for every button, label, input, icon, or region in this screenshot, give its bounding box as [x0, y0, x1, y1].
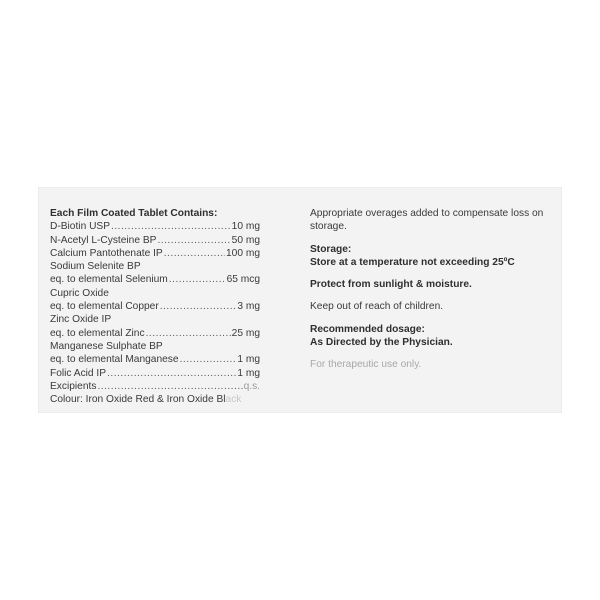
protect-note: Protect from sunlight & moisture. — [310, 279, 472, 291]
ingredient-qty: 65 mcg — [226, 274, 260, 286]
dosage-heading: Recommended dosage: — [310, 323, 425, 335]
ingredient-name: eq. to elemental Zinc — [50, 327, 145, 339]
ingredient-title-selenite: Sodium Selenite BP — [50, 261, 141, 273]
ingredient-title-cupric: Cupric Oxide — [50, 287, 109, 299]
ingredient-name: D-Biotin USP — [50, 221, 111, 233]
leader-dots — [107, 367, 236, 380]
ingredient-name: Calcium Pantothenate IP — [50, 247, 163, 259]
ingredient-qty: 50 mg — [231, 234, 260, 246]
composition-heading: Each Film Coated Tablet Contains: — [50, 208, 218, 219]
leader-dots — [169, 273, 226, 286]
ingredient-name: eq. to elemental Copper — [50, 301, 159, 313]
ingredient-row-folic-acid — [50, 367, 260, 380]
overages-note: Appropriate overages added to compensate loss on storage. — [310, 208, 544, 233]
therapeutic-note: For therapeutic use only. — [310, 359, 422, 371]
ingredient-title-zinc-oxide: Zinc Oxide IP — [50, 314, 112, 326]
ingredient-qty: q.s. — [243, 380, 260, 392]
colour-text: Colour: Iron Oxide Red & Iron Oxide Bl — [50, 394, 226, 406]
ingredient-name: eq. to elemental Manganese — [50, 354, 179, 366]
leader-dots — [97, 380, 242, 393]
dosage-text: As Directed by the Physician. — [310, 337, 453, 349]
ingredient-qty: 1 mg — [237, 367, 260, 379]
storage-heading: Storage: — [310, 243, 352, 255]
ingredient-row-manganese — [50, 353, 260, 366]
ingredient-name: eq. to elemental Selenium — [50, 274, 168, 286]
ingredient-name: Folic Acid IP — [50, 367, 107, 379]
storage-text: Store at a temperature not exceeding 25ºC — [310, 256, 515, 268]
colour-statement — [50, 393, 245, 406]
leader-dots — [160, 300, 237, 313]
ingredient-row-zinc — [50, 327, 260, 340]
leader-dots — [146, 327, 231, 340]
ingredient-row-cysteine — [50, 234, 260, 247]
ingredient-name: N-Acetyl L-Cysteine BP — [50, 234, 157, 246]
ingredient-qty: 100 mg — [226, 247, 260, 259]
leader-dots — [157, 234, 230, 247]
colour-text-faded: ack — [225, 394, 242, 406]
ingredient-row-selenium — [50, 273, 260, 286]
keep-out-note: Keep out of reach of children. — [310, 301, 444, 313]
leader-dots — [164, 247, 225, 260]
ingredient-row-pantothenate — [50, 247, 260, 260]
ingredient-row-copper — [50, 300, 260, 313]
leader-dots — [111, 220, 231, 233]
ingredient-name: Excipients — [50, 380, 97, 392]
ingredient-title-manganese-sulphate: Manganese Sulphate BP — [50, 340, 163, 352]
instructions-column — [310, 207, 550, 372]
ingredient-qty: 10 mg — [231, 221, 260, 233]
composition-column — [50, 207, 260, 406]
ingredient-qty: 1 mg — [237, 354, 260, 366]
ingredient-row-excipients — [50, 380, 260, 393]
ingredient-row-biotin — [50, 220, 260, 233]
leader-dots — [180, 353, 237, 366]
ingredient-qty: 25 mg — [231, 327, 260, 339]
ingredient-qty: 3 mg — [237, 301, 260, 313]
